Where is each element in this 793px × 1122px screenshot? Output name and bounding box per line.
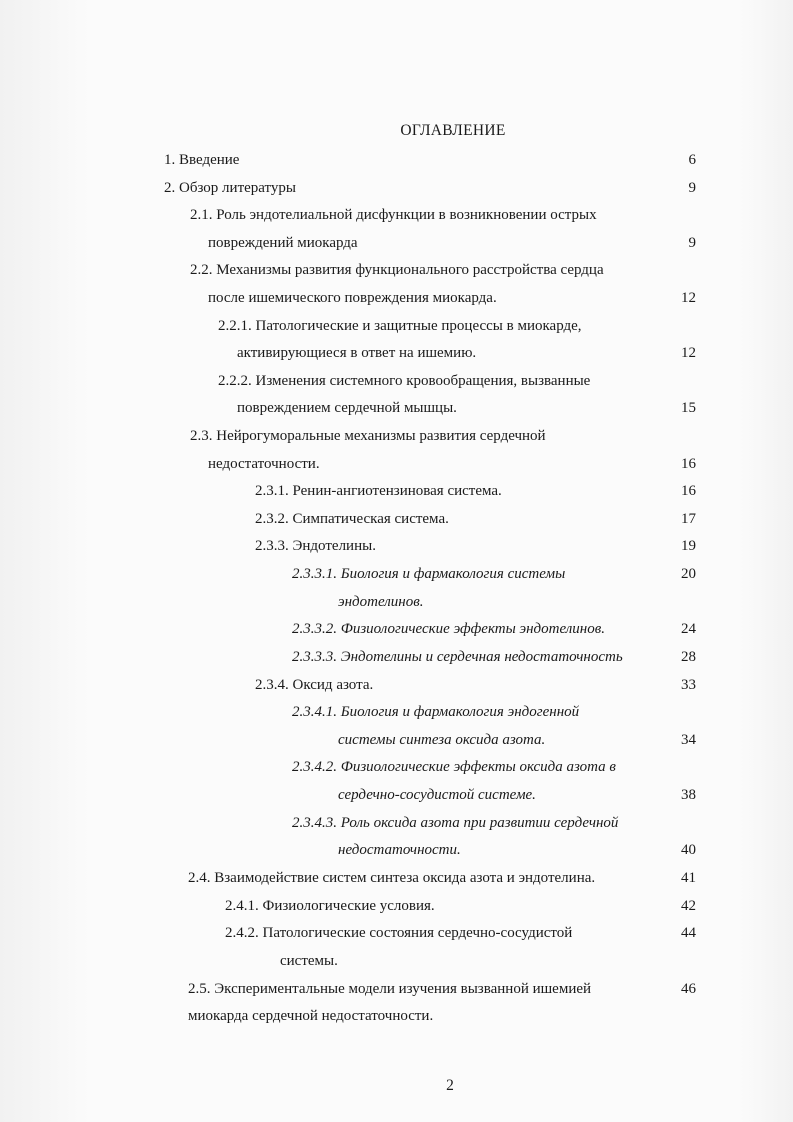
toc-page-2-4-1: 42 — [681, 898, 696, 914]
toc-page-2-1: 9 — [688, 235, 696, 251]
toc-entry-2-1: 2.1. Роль эндотелиальной дисфункции в возникновении острых — [190, 207, 597, 223]
toc-entry-2-4-2: 2.4.2. Патологические состояния сердечно-сосудистой — [225, 925, 573, 941]
toc-entry-2-4: 2.4. Взаимодействие систем синтеза оксида азота и эндотелина. — [188, 870, 596, 886]
toc-entry-2-3-3-3: 2.3.3.3. Эндотелины и сердечная недостаточность — [292, 649, 623, 665]
toc-page-2-3-3: 19 — [681, 538, 696, 554]
toc-entry-2-2-2: 2.2.2. Изменения системного кровообращения, вызванные — [218, 373, 591, 389]
toc-entry-2-1-cont: повреждений миокарда — [208, 235, 358, 251]
toc-entry-2-4-1: 2.4.1. Физиологические условия. — [225, 898, 435, 914]
toc-page-2-4: 41 — [681, 870, 696, 886]
toc-entry-2: 2. Обзор литературы — [164, 180, 296, 196]
toc-entry-2-3-2: 2.3.2. Симпатическая система. — [255, 511, 449, 527]
toc-page-1: 6 — [688, 152, 696, 168]
toc-entry-2-3-3-1: 2.3.3.1. Биология и фармакология системы — [292, 566, 566, 582]
toc-entry-2-3-4: 2.3.4. Оксид азота. — [255, 677, 374, 693]
toc-entry-2-2-cont: после ишемического повреждения миокарда. — [208, 290, 497, 306]
toc-page-2-3-4-2: 38 — [681, 787, 696, 803]
toc-entry-2-2-1: 2.2.1. Патологические и защитные процессы в миокарде, — [218, 318, 582, 334]
toc-entry-1: 1. Введение — [164, 152, 240, 168]
toc-entry-2-3-4-3-cont: недостаточности. — [338, 842, 461, 858]
toc-page-2: 9 — [688, 180, 696, 196]
page-title: ОГЛАВЛЕНИЕ — [400, 122, 506, 139]
toc-page-2-2-2: 15 — [681, 400, 696, 416]
toc-entry-2-3-cont: недостаточности. — [208, 456, 320, 472]
toc-page-2-3-2: 17 — [681, 511, 696, 527]
toc-page-2-3-4-1: 34 — [681, 732, 696, 748]
toc-entry-2-3-4-3: 2.3.4.3. Роль оксида азота при развитии сердечной — [292, 815, 619, 831]
toc-page-2-3-3-2: 24 — [681, 621, 696, 637]
toc-page-2-3-3-1: 20 — [681, 566, 696, 582]
toc-entry-2-3-3-2: 2.3.3.2. Физиологические эффекты эндотелинов. — [292, 621, 606, 637]
toc-page-2-3-4: 33 — [681, 677, 696, 693]
toc-page-2-3-3-3: 28 — [681, 649, 696, 665]
toc-entry-2-3: 2.3. Нейрогуморальные механизмы развития сердечной — [190, 428, 546, 444]
toc-page-2-3-4-3: 40 — [681, 842, 696, 858]
toc-entry-2-2: 2.2. Механизмы развития функционального расстройства сердца — [190, 262, 604, 278]
toc-entry-2-5: 2.5. Экспериментальные модели изучения вызванной ишемией — [188, 981, 592, 997]
toc-entry-2-3-1: 2.3.1. Ренин-ангиотензиновая система. — [255, 483, 502, 499]
toc-entry-2-3-3: 2.3.3. Эндотелины. — [255, 538, 376, 554]
toc-entry-2-2-2-cont: повреждением сердечной мышцы. — [237, 400, 457, 416]
toc-entry-2-2-1-cont: активирующиеся в ответ на ишемию. — [237, 345, 477, 361]
toc-page-2-4-2: 44 — [681, 925, 696, 941]
toc-entry-2-3-4-2: 2.3.4.2. Физиологические эффекты оксида азота в — [292, 759, 616, 775]
toc-entry-2-3-4-1: 2.3.4.1. Биология и фармакология эндогенной — [292, 704, 580, 720]
toc-page-2-2-1: 12 — [681, 345, 696, 361]
toc-entry-2-3-3-1-cont: эндотелинов. — [338, 594, 424, 610]
toc-page-2-2: 12 — [681, 290, 696, 306]
toc-page-2-5: 46 — [681, 981, 696, 997]
toc-entry-2-4-2-cont: системы. — [280, 953, 338, 969]
toc-page-2-3-1: 16 — [681, 483, 696, 499]
page-number: 2 — [446, 1077, 454, 1094]
toc-entry-2-5-cont: миокарда сердечной недостаточности. — [188, 1008, 434, 1024]
toc-entry-2-3-4-2-cont: сердечно-сосудистой системе. — [338, 787, 536, 803]
toc-page-2-3: 16 — [681, 456, 696, 472]
toc-entry-2-3-4-1-cont: системы синтеза оксида азота. — [338, 732, 546, 748]
